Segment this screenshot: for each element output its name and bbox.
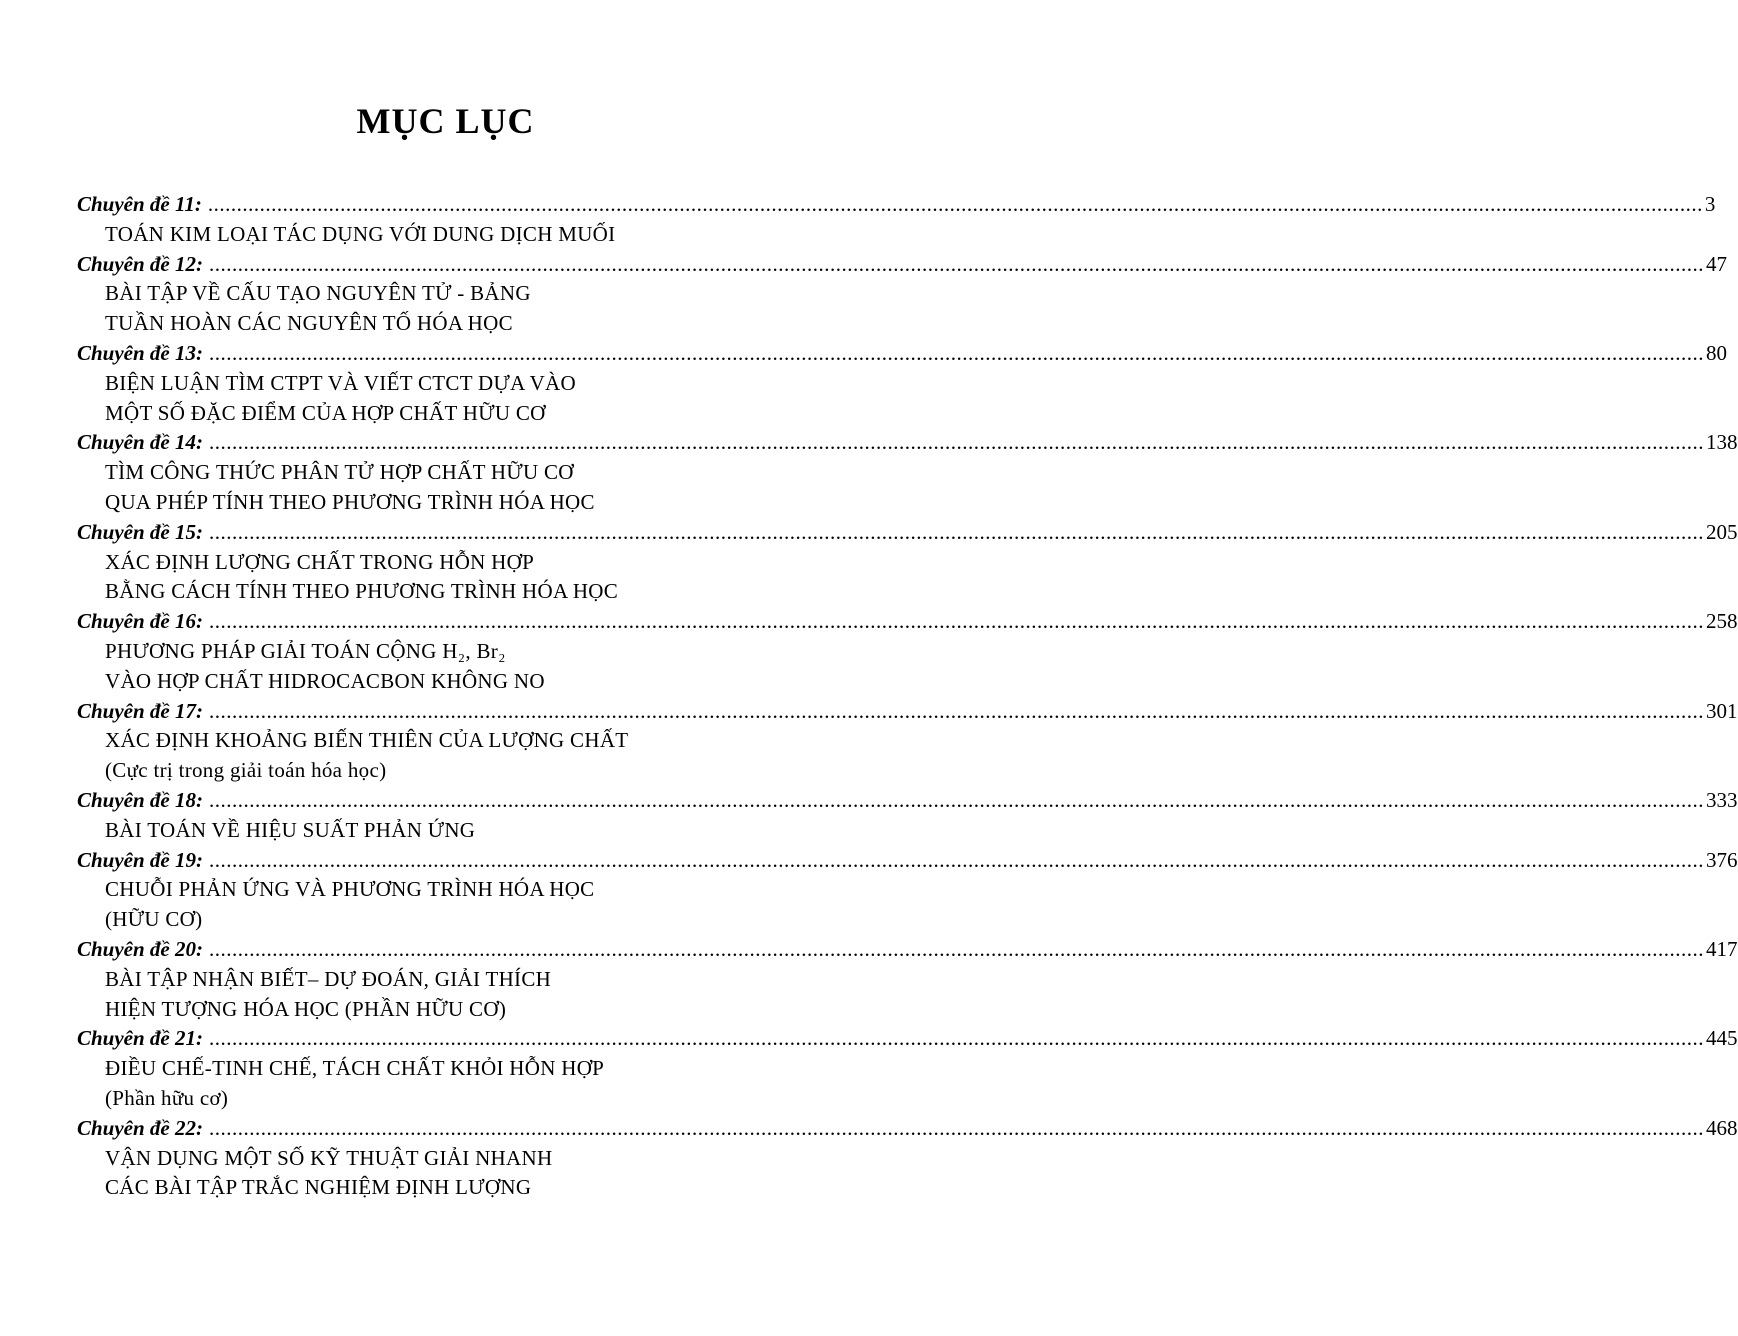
toc-entry-description: ĐIỀU CHẾ-TINH CHẾ, TÁCH CHẤT KHỎI HỖN HỢP: [105, 1056, 605, 1081]
toc-entry-label: Chuyên đề 21:: [77, 1026, 203, 1051]
toc-entry-page-number: 205: [1706, 519, 1738, 544]
toc-entry: [77, 786, 1738, 816]
toc-entry-description: CÁC BÀI TẬP TRẮC NGHIỆM ĐỊNH LƯỢNG: [105, 1175, 532, 1200]
toc-entry-description: BÀI TOÁN VỀ HIỆU SUẤT PHẢN ỨNG: [105, 817, 476, 842]
toc-entry-page-number: 258: [1706, 609, 1738, 634]
toc-entry-description: TÌM CÔNG THỨC PHÂN TỬ HỢP CHẤT HỮU CƠ: [105, 460, 574, 485]
toc-entry-page-number: 301: [1706, 698, 1738, 723]
toc-entry-description: HIỆN TƯỢNG HÓA HỌC (PHẦN HỮU CƠ): [105, 996, 507, 1021]
toc-entry: [77, 339, 1727, 369]
toc-entry-page-number: 468: [1706, 1115, 1738, 1140]
toc-entry-description: TOÁN KIM LOẠI TÁC DỤNG VỚI DUNG DỊCH MUỐI: [105, 221, 616, 246]
toc-entry: [77, 1114, 1738, 1144]
toc-entry-description: BÀI TẬP VỀ CẤU TẠO NGUYÊN TỬ - BẢNG: [105, 281, 531, 306]
toc-entry-page-number: 3: [1704, 192, 1716, 216]
toc-entry: [77, 1024, 1738, 1054]
toc-entry-label: Chuyên đề 20:: [77, 936, 203, 961]
toc-entry: [77, 428, 1738, 458]
toc-entry: [77, 518, 1738, 548]
dot-leader: ....................................................................................................................................................................................................................................................................: [209, 519, 1704, 544]
toc-entry-label: Chuyên đề 18:: [77, 787, 203, 812]
toc-entry-label: Chuyên đề 15:: [77, 519, 203, 544]
toc-entry-page-number: 417: [1706, 936, 1738, 961]
dot-leader: ....................................................................................................................................................................................................................................................................: [207, 192, 1703, 216]
toc-entry-description: QUA PHÉP TÍNH THEO PHƯƠNG TRÌNH HÓA HỌC: [105, 489, 595, 514]
toc-entry-page-number: 333: [1706, 787, 1738, 812]
toc-entry-label: Chuyên đề 22:: [77, 1115, 203, 1140]
toc-entry-label: Chuyên đề 17:: [77, 698, 203, 723]
toc-entry-label: Chuyên đề 11:: [77, 192, 202, 216]
toc-entry-label: Chuyên đề 16:: [77, 609, 203, 634]
page-title: MỤC LỤC: [356, 101, 535, 141]
toc-entry: [77, 190, 1716, 220]
toc-entry: [77, 935, 1738, 965]
dot-leader: ....................................................................................................................................................................................................................................................................: [209, 340, 1704, 365]
toc-entry: [77, 250, 1727, 280]
table-of-contents: [77, 190, 1738, 1203]
toc-entry-description: MỘT SỐ ĐẶC ĐIỂM CỦA HỢP CHẤT HỮU CƠ: [105, 400, 546, 425]
dot-leader: ....................................................................................................................................................................................................................................................................: [209, 936, 1704, 961]
toc-entry-page-number: 47: [1706, 251, 1727, 276]
dot-leader: ....................................................................................................................................................................................................................................................................: [209, 847, 1704, 872]
toc-entry-label: Chuyên đề 19:: [77, 847, 203, 872]
toc-entry-description: PHƯƠNG PHÁP GIẢI TOÁN CỘNG H₂, Br₂: [105, 638, 506, 663]
toc-entry-description: CHUỖI PHẢN ỨNG VÀ PHƯƠNG TRÌNH HÓA HỌC: [105, 877, 595, 902]
toc-entry: [77, 846, 1738, 876]
dot-leader: ....................................................................................................................................................................................................................................................................: [209, 251, 1704, 276]
toc-entry-description: XÁC ĐỊNH LƯỢNG CHẤT TRONG HỖN HỢP: [105, 549, 535, 574]
toc-entry-page-number: 80: [1706, 340, 1727, 365]
toc-entry-page-number: 445: [1706, 1026, 1738, 1051]
dot-leader: ....................................................................................................................................................................................................................................................................: [209, 787, 1704, 812]
toc-entry-label: Chuyên đề 14:: [77, 430, 203, 455]
dot-leader: ....................................................................................................................................................................................................................................................................: [209, 698, 1704, 723]
toc-entry-description: (HỮU CƠ): [105, 907, 203, 932]
toc-entry-description: XÁC ĐỊNH KHOẢNG BIẾN THIÊN CỦA LƯỢNG CHẤT: [105, 728, 629, 753]
toc-entry: [77, 697, 1738, 727]
toc-entry-label: Chuyên đề 12:: [77, 251, 203, 276]
toc-entry-description: (Cực trị trong giải toán hóa học): [105, 758, 387, 783]
toc-entry-description: BIỆN LUẬN TÌM CTPT VÀ VIẾT CTCT DỰA VÀO: [105, 370, 576, 395]
toc-entry-description: VẬN DỤNG MỘT SỐ KỸ THUẬT GIẢI NHANH: [105, 1145, 553, 1170]
toc-entry-description: BÀI TẬP NHẬN BIẾT– DỰ ĐOÁN, GIẢI THÍCH: [105, 966, 552, 991]
dot-leader: ....................................................................................................................................................................................................................................................................: [209, 1115, 1704, 1140]
dot-leader: ....................................................................................................................................................................................................................................................................: [209, 609, 1704, 634]
toc-entry-page-number: 138: [1706, 430, 1738, 455]
toc-entry-page-number: 376: [1706, 847, 1738, 872]
dot-leader: ....................................................................................................................................................................................................................................................................: [209, 1026, 1704, 1051]
toc-entry-label: Chuyên đề 13:: [77, 340, 203, 365]
toc-entry-description: VÀO HỢP CHẤT HIDROCACBON KHÔNG NO: [105, 668, 545, 693]
toc-entry: [77, 607, 1738, 637]
toc-entry-description: BẰNG CÁCH TÍNH THEO PHƯƠNG TRÌNH HÓA HỌC: [105, 579, 619, 604]
toc-entry-description: (Phần hữu cơ): [105, 1085, 229, 1110]
dot-leader: ....................................................................................................................................................................................................................................................................: [209, 430, 1704, 455]
toc-entry-description: TUẦN HOÀN CÁC NGUYÊN TỐ HÓA HỌC: [105, 311, 513, 336]
